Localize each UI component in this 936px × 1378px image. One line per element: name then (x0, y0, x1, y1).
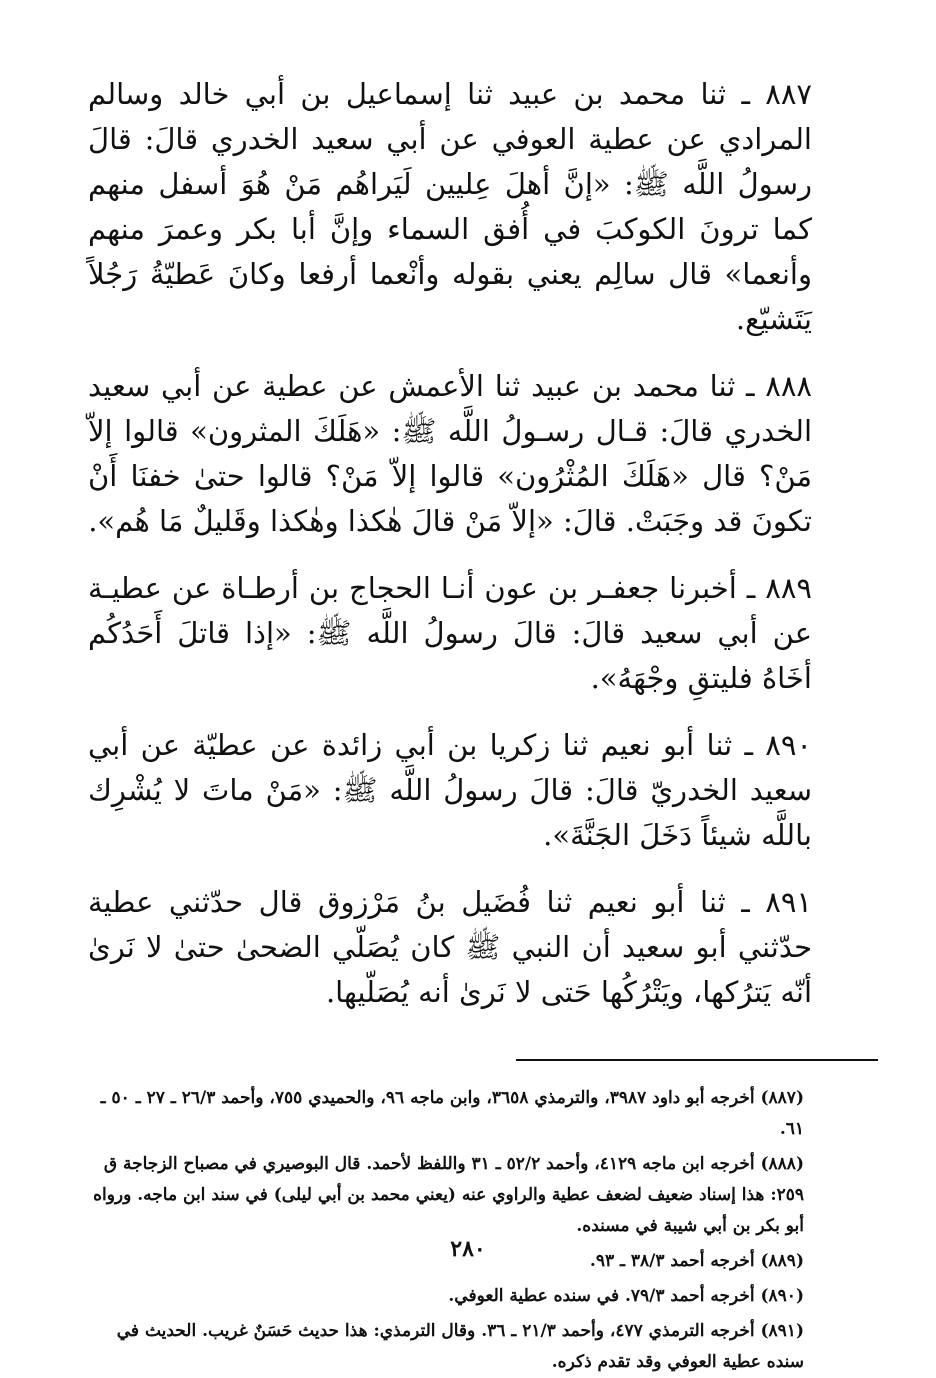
footnote-number: (٨٩١) (760, 1321, 804, 1341)
hadith-text: ثنا محمد بن عبيد ثنا الأعمش عن عطية عن أبي سعيد الخدري قالَ: قـال رسـولُ اللَّه ﷺ: «هَلَكَ المثرون» قالوا إلاّ مَنْ؟ قال «هَلَكَ المُثْرُون» قالوا إلاّ مَنْ؟ قالوا حتىٰ خفنَا أَنْ تكونَ قد وجَبَتْ. قالَ: «إلاّ مَنْ قالَ هٰكذا وهٰكذا وقَليلٌ مَا هُم». (88, 369, 812, 538)
footnote-number: (٨٨٨) (760, 1154, 804, 1174)
footnote-888 (88, 1149, 812, 1242)
hadith-number: ٨٩١ (765, 885, 812, 919)
hadith-number: ٨٩٠ (765, 728, 812, 762)
hadith-891: ٨٩١ ـ ثنا أبو نعيم ثنا فُضَيل بنُ مَرْزوق قال حدّثني عطية حدّثني أبو سعيد أن النبي ﷺ كان يُصَلّي الضحىٰ حتىٰ لا نَرىٰ أنّه يَترُكها، ويَتْرُكُها حَتى لا نَرىٰ أنه يُصَلّيها. (88, 885, 813, 1009)
hadith-number: ٨٨٧ (765, 77, 812, 111)
page-number: ٢٨٠ (450, 1236, 486, 1262)
footnote-text: أخرجه أحمد ٣٨/٣ ـ ٩٣. (589, 1251, 755, 1271)
footnote-890 (88, 1281, 812, 1312)
hadith-list (88, 72, 812, 1015)
hadith-text: ثنا محمد بن عبيد ثنا إسماعيل بن أبي خالد وسالم المرادي عن عطية العوفي عن أبي سعيد الخدري قالَ: قالَ رسولُ اللَّه ﷺ: «إنَّ أهلَ عِليين لَيَراهُم مَنْ هُوَ أسفل منهم كما ترونَ الكوكبَ في أُفق السماء وإنَّ أبا بكر وعمرَ منهم وأنعما» قال سالِم يعني بقوله وأنْعما أرفعا وكانَ عَطيّةُ رَجُلاً يَتَشيّع. (88, 77, 812, 336)
footnote-number: (٨٨٧) (760, 1088, 804, 1108)
footnote-887 (88, 1083, 812, 1145)
hadith-889: ٨٨٩ ـ أخبرنا جعفـر بن عون أنـا الحجاج بن أرطـاة عن عطيـة عن أبي سعيد قالَ: قالَ رسولُ اللَّه ﷺ: «إذا قاتلَ أَحَدُكُم أخَاهُ فليتقِ وجْهَهُ». (88, 571, 812, 695)
footnote-text: أخرجه أحمد ٧٩/٣. في سنده عطية العوفي. (448, 1286, 755, 1306)
footnote-number: (٨٨٩) (760, 1251, 804, 1271)
footnote-number: (٨٩٠) (760, 1286, 804, 1306)
hadith-number: ٨٨٩ (765, 571, 812, 605)
footnotes (88, 1083, 812, 1378)
hadith-text: ثنا أبو نعيم ثنا فُضَيل بنُ مَرْزوق قال حدّثني عطية حدّثني أبو سعيد أن النبي ﷺ كان يُصَلّي الضحىٰ حتىٰ لا نَرىٰ أنّه يَترُكها، ويَتْرُكُها حَتى لا نَرىٰ أنه يُصَلّيها. (88, 885, 813, 1009)
hadith-number: ٨٨٨ (765, 369, 813, 403)
footnote-text: أخرجه الترمذي ٤٧٧، وأحمد ٢١/٣ ـ ٣٦. وقال الترمذي: هذا حديث حَسَنٌ غريب. الحديث في سنده عطية العوفي وقد تقدم ذكره. (116, 1321, 804, 1372)
hadith-888: ٨٨٨ ـ ثنا محمد بن عبيد ثنا الأعمش عن عطية عن أبي سعيد الخدري قالَ: قـال رسـولُ اللَّه ﷺ: «هَلَكَ المثرون» قالوا إلاّ مَنْ؟ قال «هَلَكَ المُثْرُون» قالوا إلاّ مَنْ؟ قالوا حتىٰ خفنَا أَنْ تكونَ قد وجَبَتْ. قالَ: «إلاّ مَنْ قالَ هٰكذا وهٰكذا وقَليلٌ مَا هُم». (88, 369, 813, 538)
footnote-text: أخرجه أبو داود ٣٩٨٧، والترمذي ٣٦٥٨، وابن ماجه ٩٦، والحميدي ٧٥٥، وأحمد ٢٦/٣ ـ ٢٧ ـ ٥٠ ـ ٦١. (100, 1088, 804, 1139)
hadith-text: أخبرنا جعفـر بن عون أنـا الحجاج بن أرطـاة عن عطيـة عن أبي سعيد قالَ: قالَ رسولُ اللَّه ﷺ: «إذا قاتلَ أَحَدُكُم أخَاهُ فليتقِ وجْهَهُ». (88, 571, 812, 695)
footnote-891 (88, 1316, 812, 1378)
hadith-890: ٨٩٠ ـ ثنا أبو نعيم ثنا زكريا بن أبي زائدة عن عطيّة عن أبي سعيد الخدريّ قالَ: قالَ رسولُ اللَّه ﷺ: «مَنْ ماتَ لا يُشْرِك باللَّه شيئاً دَخَلَ الجَنَّةَ». (88, 728, 812, 852)
hadith-text: ثنا أبو نعيم ثنا زكريا بن أبي زائدة عن عطيّة عن أبي سعيد الخدريّ قالَ: قالَ رسولُ اللَّه ﷺ: «مَنْ ماتَ لا يُشْرِك باللَّه شيئاً دَخَلَ الجَنَّةَ». (88, 728, 812, 852)
footnote-divider-wrap (88, 1059, 812, 1061)
hadith-887: ٨٨٧ ـ ثنا محمد بن عبيد ثنا إسماعيل بن أبي خالد وسالم المرادي عن عطية العوفي عن أبي سعيد الخدري قالَ: قالَ رسولُ اللَّه ﷺ: «إنَّ أهلَ عِليين لَيَراهُم مَنْ هُوَ أسفل منهم كما ترونَ الكوكبَ في أُفق السماء وإنَّ أبا بكر وعمرَ منهم وأنعما» قال سالِم يعني بقوله وأنْعما أرفعا وكانَ عَطيّةُ رَجُلاً يَتَشيّع. (88, 77, 812, 336)
footnote-text: أخرجه ابن ماجه ٤١٢٩، وأحمد ٥٢/٢ ـ ٣١ واللفظ لأحمد. قال البوصيري في مصباح الزجاجة ق ٢٥٩: هذا إسناد ضعيف لضعف عطية والراوي عنه (يعني محمد بن أبي ليلى) في سند ابن ماجه. ورواه أبو بكر بن أبي شيبة في مسنده. (93, 1154, 804, 1236)
footnote-divider (516, 1059, 878, 1061)
